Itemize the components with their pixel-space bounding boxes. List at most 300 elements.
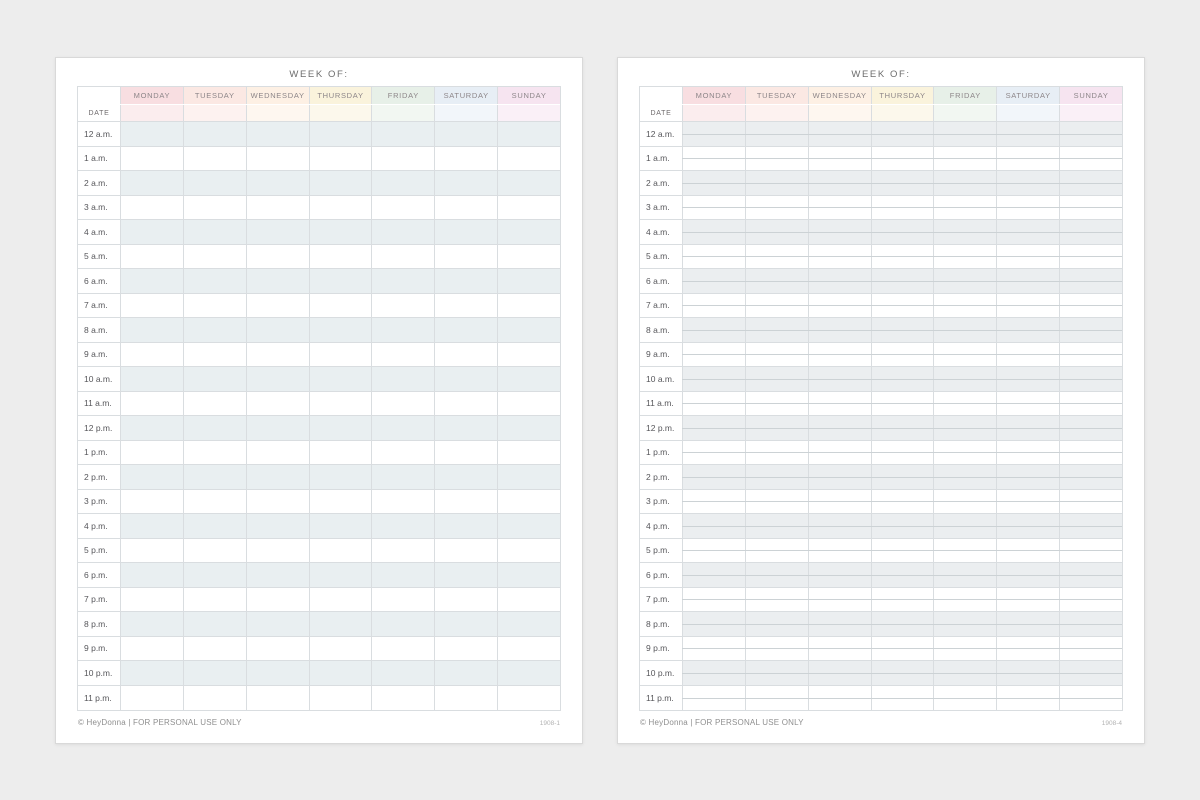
time-slot-cell xyxy=(247,294,310,318)
time-slot-cell xyxy=(121,196,184,220)
time-slot-cell xyxy=(1060,147,1122,171)
time-slot-cell xyxy=(746,539,809,563)
time-slot-cell xyxy=(997,122,1060,146)
time-slot-cell xyxy=(997,637,1060,661)
time-slot-cell xyxy=(247,367,310,391)
time-slot-cell xyxy=(1060,588,1122,612)
time-slot-cell xyxy=(1060,441,1122,465)
time-slot-cell xyxy=(184,612,247,636)
time-slot-cell xyxy=(247,122,310,146)
time-slot-cell xyxy=(247,563,310,587)
time-slot-cell xyxy=(683,514,746,538)
time-slot-cell xyxy=(746,220,809,244)
date-cell xyxy=(683,105,746,121)
time-slot-cell xyxy=(746,171,809,195)
time-slot-cell xyxy=(310,465,373,489)
time-slot-cell xyxy=(184,220,247,244)
time-slot-cell xyxy=(372,367,435,391)
time-slot-cell xyxy=(746,245,809,269)
time-slot-cell xyxy=(310,661,373,685)
time-slot-cell xyxy=(121,441,184,465)
time-slot-cell xyxy=(746,294,809,318)
time-slot-cell xyxy=(121,122,184,146)
corner-cell xyxy=(640,87,683,104)
time-slot-cell xyxy=(746,661,809,685)
time-slot-cell xyxy=(372,416,435,440)
time-slot-cell xyxy=(809,392,872,416)
time-slot-cell xyxy=(310,441,373,465)
week-of-label: WEEK OF: xyxy=(851,69,911,80)
time-slot-cell xyxy=(184,294,247,318)
time-slot-cell xyxy=(121,318,184,342)
time-slot-cell xyxy=(809,465,872,489)
time-slot-cell xyxy=(872,318,935,342)
hour-row xyxy=(78,245,560,270)
hour-label: 12 p.m. xyxy=(78,416,121,440)
hour-label: 7 p.m. xyxy=(640,588,683,612)
time-slot-cell xyxy=(184,514,247,538)
time-slot-cell xyxy=(997,318,1060,342)
time-slot-cell xyxy=(372,220,435,244)
date-cell xyxy=(184,105,247,121)
hour-label: 3 a.m. xyxy=(78,196,121,220)
time-slot-cell xyxy=(435,416,498,440)
time-slot-cell xyxy=(1060,661,1122,685)
page-footer xyxy=(78,718,560,727)
date-cell xyxy=(372,105,435,121)
time-slot-cell xyxy=(872,441,935,465)
time-slot-cell xyxy=(683,122,746,146)
time-slot-cell xyxy=(121,612,184,636)
time-slot-cell xyxy=(1060,245,1122,269)
time-slot-cell xyxy=(997,441,1060,465)
hour-row xyxy=(640,294,1122,319)
hour-row xyxy=(640,171,1122,196)
time-slot-cell xyxy=(872,637,935,661)
time-slot-cell xyxy=(1060,269,1122,293)
hour-row xyxy=(640,318,1122,343)
time-slot-cell xyxy=(184,245,247,269)
hour-label: 4 a.m. xyxy=(78,220,121,244)
date-cell xyxy=(809,105,872,121)
time-slot-cell xyxy=(683,588,746,612)
time-slot-cell xyxy=(435,318,498,342)
hour-row xyxy=(640,416,1122,441)
day-header-wednesday: WEDNESDAY xyxy=(809,87,872,104)
time-slot-cell xyxy=(121,367,184,391)
date-label: DATE xyxy=(78,105,121,121)
time-slot-cell xyxy=(372,465,435,489)
time-slot-cell xyxy=(247,612,310,636)
time-slot-cell xyxy=(1060,343,1122,367)
time-slot-cell xyxy=(809,147,872,171)
time-slot-cell xyxy=(872,220,935,244)
hour-row xyxy=(640,612,1122,637)
time-slot-cell xyxy=(1060,637,1122,661)
time-slot-cell xyxy=(746,612,809,636)
hour-label: 3 p.m. xyxy=(640,490,683,514)
time-slot-cell xyxy=(683,612,746,636)
time-slot-cell xyxy=(809,269,872,293)
time-slot-cell xyxy=(435,269,498,293)
time-slot-cell xyxy=(683,245,746,269)
hour-label: 1 a.m. xyxy=(78,147,121,171)
time-slot-cell xyxy=(498,539,560,563)
time-slot-cell xyxy=(934,220,997,244)
hour-label: 9 a.m. xyxy=(640,343,683,367)
time-slot-cell xyxy=(247,147,310,171)
date-cell xyxy=(247,105,310,121)
time-slot-cell xyxy=(498,171,560,195)
hour-row xyxy=(78,539,560,564)
time-slot-cell xyxy=(997,294,1060,318)
hour-label: 10 a.m. xyxy=(640,367,683,391)
time-slot-cell xyxy=(184,661,247,685)
time-slot-cell xyxy=(746,490,809,514)
time-slot-cell xyxy=(310,416,373,440)
date-cell xyxy=(310,105,373,121)
hour-row xyxy=(78,392,560,417)
time-slot-cell xyxy=(1060,392,1122,416)
time-slot-cell xyxy=(184,637,247,661)
planner-page-lined xyxy=(617,57,1145,744)
time-slot-cell xyxy=(184,171,247,195)
time-slot-cell xyxy=(746,514,809,538)
hour-label: 8 p.m. xyxy=(78,612,121,636)
hour-label: 12 p.m. xyxy=(640,416,683,440)
hour-row xyxy=(78,122,560,147)
time-slot-cell xyxy=(934,318,997,342)
time-slot-cell xyxy=(498,490,560,514)
time-slot-cell xyxy=(746,588,809,612)
hour-label: 1 p.m. xyxy=(640,441,683,465)
time-slot-cell xyxy=(1060,686,1122,711)
time-slot-cell xyxy=(1060,416,1122,440)
date-label: DATE xyxy=(640,105,683,121)
time-slot-cell xyxy=(997,612,1060,636)
time-slot-cell xyxy=(934,514,997,538)
corner-cell xyxy=(78,87,121,104)
planner-page-grid xyxy=(55,57,583,744)
time-slot-cell xyxy=(184,465,247,489)
time-slot-cell xyxy=(872,147,935,171)
hour-row xyxy=(640,514,1122,539)
time-slot-cell xyxy=(184,367,247,391)
hour-label: 10 p.m. xyxy=(78,661,121,685)
time-slot-cell xyxy=(372,514,435,538)
time-slot-cell xyxy=(121,147,184,171)
time-slot-cell xyxy=(934,171,997,195)
time-slot-cell xyxy=(435,563,498,587)
time-slot-cell xyxy=(372,147,435,171)
time-slot-cell xyxy=(121,563,184,587)
hour-label: 11 a.m. xyxy=(640,392,683,416)
hour-row xyxy=(78,661,560,686)
time-slot-cell xyxy=(247,245,310,269)
time-slot-cell xyxy=(1060,465,1122,489)
time-slot-cell xyxy=(121,514,184,538)
time-slot-cell xyxy=(934,661,997,685)
time-slot-cell xyxy=(247,318,310,342)
time-slot-cell xyxy=(372,122,435,146)
time-slot-cell xyxy=(435,196,498,220)
time-slot-cell xyxy=(435,588,498,612)
time-slot-cell xyxy=(997,514,1060,538)
time-slot-cell xyxy=(310,588,373,612)
time-slot-cell xyxy=(247,220,310,244)
time-slot-cell xyxy=(746,196,809,220)
hour-row xyxy=(640,637,1122,662)
hour-row xyxy=(78,686,560,711)
time-slot-cell xyxy=(1060,367,1122,391)
time-slot-cell xyxy=(247,539,310,563)
time-slot-cell xyxy=(997,416,1060,440)
date-cell xyxy=(121,105,184,121)
hour-label: 4 a.m. xyxy=(640,220,683,244)
time-slot-cell xyxy=(498,514,560,538)
hour-label: 10 p.m. xyxy=(640,661,683,685)
time-slot-cell xyxy=(310,514,373,538)
time-slot-cell xyxy=(809,196,872,220)
time-slot-cell xyxy=(1060,294,1122,318)
time-slot-cell xyxy=(184,588,247,612)
hour-row xyxy=(640,122,1122,147)
time-slot-cell xyxy=(184,196,247,220)
time-slot-cell xyxy=(934,245,997,269)
hour-label: 1 a.m. xyxy=(640,147,683,171)
hour-row xyxy=(640,147,1122,172)
time-slot-cell xyxy=(184,441,247,465)
time-slot-cell xyxy=(310,563,373,587)
time-slot-cell xyxy=(746,147,809,171)
time-slot-cell xyxy=(498,147,560,171)
time-slot-cell xyxy=(809,563,872,587)
hour-row xyxy=(640,343,1122,368)
hour-row xyxy=(640,686,1122,711)
page-code: 1908-1 xyxy=(539,720,560,727)
time-slot-cell xyxy=(310,245,373,269)
time-slot-cell xyxy=(435,343,498,367)
time-slot-cell xyxy=(435,147,498,171)
time-slot-cell xyxy=(247,588,310,612)
hour-label: 9 a.m. xyxy=(78,343,121,367)
time-slot-cell xyxy=(746,392,809,416)
time-slot-cell xyxy=(934,294,997,318)
time-slot-cell xyxy=(997,343,1060,367)
hour-row xyxy=(78,220,560,245)
time-slot-cell xyxy=(435,514,498,538)
date-cell xyxy=(997,105,1060,121)
time-slot-cell xyxy=(746,269,809,293)
hour-label: 12 a.m. xyxy=(640,122,683,146)
day-header-saturday: SATURDAY xyxy=(435,87,498,104)
time-slot-cell xyxy=(809,661,872,685)
time-slot-cell xyxy=(934,392,997,416)
time-slot-cell xyxy=(498,563,560,587)
time-slot-cell xyxy=(372,392,435,416)
time-slot-cell xyxy=(683,147,746,171)
time-slot-cell xyxy=(872,588,935,612)
time-slot-cell xyxy=(498,465,560,489)
date-cell xyxy=(934,105,997,121)
hour-row xyxy=(78,637,560,662)
time-slot-cell xyxy=(683,318,746,342)
day-header-monday: MONDAY xyxy=(683,87,746,104)
hour-label: 7 a.m. xyxy=(640,294,683,318)
hour-label: 2 a.m. xyxy=(640,171,683,195)
hour-row xyxy=(78,294,560,319)
time-slot-cell xyxy=(934,122,997,146)
time-slot-cell xyxy=(372,245,435,269)
time-slot-cell xyxy=(247,686,310,711)
time-slot-cell xyxy=(1060,490,1122,514)
time-slot-cell xyxy=(247,490,310,514)
time-slot-cell xyxy=(934,465,997,489)
time-slot-cell xyxy=(997,588,1060,612)
time-slot-cell xyxy=(683,294,746,318)
time-slot-cell xyxy=(184,318,247,342)
time-slot-cell xyxy=(498,245,560,269)
hour-row xyxy=(640,490,1122,515)
hour-row xyxy=(78,490,560,515)
time-slot-cell xyxy=(498,343,560,367)
hour-label: 6 a.m. xyxy=(78,269,121,293)
time-slot-cell xyxy=(435,686,498,711)
time-slot-cell xyxy=(498,588,560,612)
hour-row xyxy=(78,441,560,466)
time-slot-cell xyxy=(934,637,997,661)
date-cell xyxy=(872,105,935,121)
time-slot-cell xyxy=(310,294,373,318)
time-slot-cell xyxy=(746,465,809,489)
time-slot-cell xyxy=(683,637,746,661)
time-slot-cell xyxy=(872,122,935,146)
time-slot-cell xyxy=(1060,539,1122,563)
time-slot-cell xyxy=(310,147,373,171)
hour-row xyxy=(640,563,1122,588)
time-slot-cell xyxy=(184,563,247,587)
time-slot-cell xyxy=(809,514,872,538)
time-slot-cell xyxy=(498,637,560,661)
hour-row xyxy=(640,269,1122,294)
time-slot-cell xyxy=(184,392,247,416)
day-header-sunday: SUNDAY xyxy=(498,87,560,104)
hour-label: 2 p.m. xyxy=(78,465,121,489)
time-slot-cell xyxy=(683,269,746,293)
time-slot-cell xyxy=(1060,122,1122,146)
time-slot-cell xyxy=(310,196,373,220)
time-slot-cell xyxy=(372,539,435,563)
hour-label: 9 p.m. xyxy=(640,637,683,661)
time-slot-cell xyxy=(997,245,1060,269)
hour-row xyxy=(640,245,1122,270)
time-slot-cell xyxy=(372,563,435,587)
time-slot-cell xyxy=(1060,514,1122,538)
time-slot-cell xyxy=(872,612,935,636)
time-slot-cell xyxy=(872,392,935,416)
time-slot-cell xyxy=(997,147,1060,171)
hour-label: 3 p.m. xyxy=(78,490,121,514)
hour-row xyxy=(640,441,1122,466)
hour-label: 11 a.m. xyxy=(78,392,121,416)
hour-row xyxy=(640,539,1122,564)
time-slot-cell xyxy=(498,441,560,465)
date-cell xyxy=(1060,105,1122,121)
page-footer xyxy=(640,718,1122,727)
time-slot-cell xyxy=(934,612,997,636)
time-slot-cell xyxy=(683,392,746,416)
time-slot-cell xyxy=(872,416,935,440)
hour-row xyxy=(640,392,1122,417)
time-slot-cell xyxy=(683,661,746,685)
time-slot-cell xyxy=(247,661,310,685)
hour-row xyxy=(640,588,1122,613)
hour-label: 8 a.m. xyxy=(78,318,121,342)
time-slot-cell xyxy=(934,588,997,612)
time-slot-cell xyxy=(683,686,746,711)
time-slot-cell xyxy=(683,367,746,391)
date-cell xyxy=(498,105,560,121)
time-slot-cell xyxy=(934,563,997,587)
hour-row xyxy=(78,318,560,343)
day-header-monday: MONDAY xyxy=(121,87,184,104)
hour-row xyxy=(78,514,560,539)
time-slot-cell xyxy=(372,269,435,293)
day-header-friday: FRIDAY xyxy=(372,87,435,104)
time-slot-cell xyxy=(372,490,435,514)
hour-label: 4 p.m. xyxy=(640,514,683,538)
time-slot-cell xyxy=(372,196,435,220)
time-slot-cell xyxy=(997,465,1060,489)
time-slot-cell xyxy=(1060,612,1122,636)
time-slot-cell xyxy=(872,661,935,685)
time-slot-cell xyxy=(372,612,435,636)
hour-label: 11 p.m. xyxy=(78,686,121,711)
week-of-label: WEEK OF: xyxy=(289,69,349,80)
time-slot-cell xyxy=(435,661,498,685)
day-header-tuesday: TUESDAY xyxy=(746,87,809,104)
time-slot-cell xyxy=(498,122,560,146)
time-slot-cell xyxy=(809,367,872,391)
time-slot-cell xyxy=(121,539,184,563)
time-slot-cell xyxy=(934,441,997,465)
time-slot-cell xyxy=(872,490,935,514)
time-slot-cell xyxy=(809,637,872,661)
hour-label: 3 a.m. xyxy=(640,196,683,220)
time-slot-cell xyxy=(247,171,310,195)
time-slot-cell xyxy=(683,416,746,440)
time-slot-cell xyxy=(247,637,310,661)
time-slot-cell xyxy=(184,269,247,293)
time-slot-cell xyxy=(121,220,184,244)
time-slot-cell xyxy=(184,147,247,171)
time-slot-cell xyxy=(934,686,997,711)
time-slot-cell xyxy=(997,392,1060,416)
hour-label: 11 p.m. xyxy=(640,686,683,711)
copyright-text: © HeyDonna | FOR PERSONAL USE ONLY xyxy=(78,718,242,727)
time-slot-cell xyxy=(184,539,247,563)
time-slot-cell xyxy=(435,245,498,269)
time-slot-cell xyxy=(997,196,1060,220)
time-slot-cell xyxy=(310,490,373,514)
hour-label: 8 p.m. xyxy=(640,612,683,636)
time-slot-cell xyxy=(121,392,184,416)
time-slot-cell xyxy=(997,220,1060,244)
time-slot-cell xyxy=(435,122,498,146)
hour-row xyxy=(640,220,1122,245)
time-slot-cell xyxy=(872,343,935,367)
time-slot-cell xyxy=(872,196,935,220)
